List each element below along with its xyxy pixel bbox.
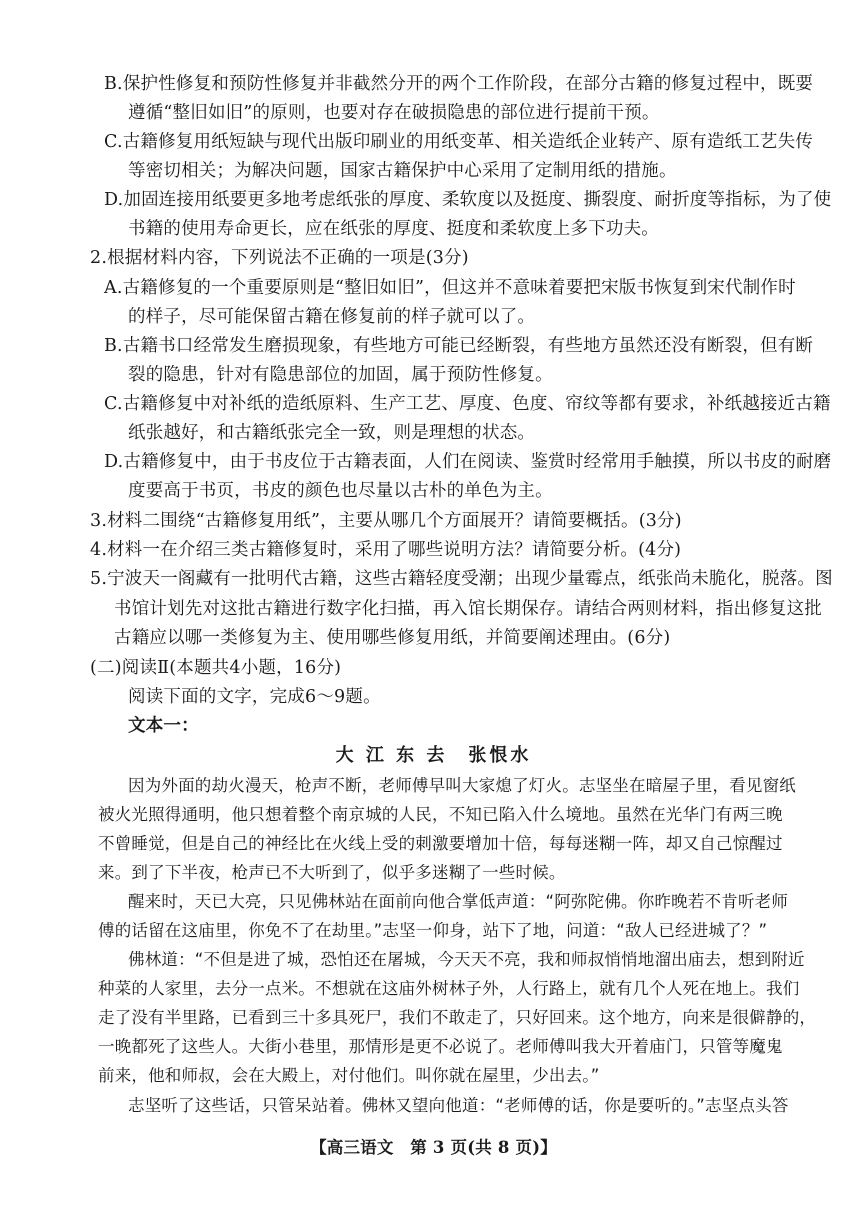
text-label: 文本一： (128, 716, 199, 736)
q1-option-c-line1: C.古籍修复用纸短缺与现代出版印刷业的用纸变革、相关造纸企业转产、原有造纸工艺失传 (104, 132, 814, 152)
q5-line1: 5.宁波天一阁藏有一批明代古籍，这些古籍轻度受潮；出现少量霉点，纸张尚未脆化，脱落。图 (90, 569, 833, 589)
passage-title: 大 江 东 去 张恨水 (335, 745, 532, 766)
q1-option-b-line2: 遵循“整旧如旧”的原则，也要对存在破损隐患的部位进行提前干预。 (128, 103, 660, 123)
q1-option-d-line2: 书籍的使用寿命更长，应在纸张的厚度、挺度和柔软度上多下功夫。 (128, 219, 659, 239)
q2-option-b-line2: 裂的隐患，针对有隐患部位的加固，属于预防性修复。 (128, 365, 553, 385)
q1-option-b-line1: B.保护性修复和预防性修复并非截然分开的两个工作阶段，在部分古籍的修复过程中，既要 (104, 74, 814, 94)
q2-option-a-line2: 的样子，尽可能保留古籍在修复前的样子就可以了。 (128, 307, 536, 327)
passage-line-12: 志坚听了这些话，只管呆站着。佛林又望向他道：“老师傅的话，你是要听的。”志坚点头答 (128, 1096, 789, 1115)
q2-option-a-line1: A.古籍修复的一个重要原则是“整旧如旧”，但这并不意味着要把宋版书恢复到宋代制作时 (104, 278, 796, 298)
passage-line-2: 被火光照得通明，他只想着整个南京城的人民，不知已陷入什么境地。虽然在光华门有两三晚 (98, 805, 783, 824)
passage-line-6: 傅的话留在这庙里，你免不了在劫里。”志坚一仰身，站下了地，问道：“敌人已经进城了？” (98, 921, 768, 940)
q1-option-c-line2: 等密切相关；为解决问题，国家古籍保护中心采用了定制用纸的措施。 (128, 161, 677, 181)
q2-option-d-line2: 度要高于书页，书皮的颜色也尽量以古朴的单色为主。 (128, 481, 553, 501)
q2-stem: 2.根据材料内容，下列说法不正确的一项是(3分) (90, 248, 469, 268)
q4: 4.材料一在介绍三类古籍修复时，采用了哪些说明方法？请简要分析。(4分) (90, 540, 682, 560)
q1-option-d-line1: D.加固连接用纸要更多地考虑纸张的厚度、柔软度以及挺度、撕裂度、耐折度等指标，为了使 (104, 190, 832, 210)
q5-line2: 书馆计划先对这批古籍进行数字化扫描，再入馆长期保存。请结合两则材料，指出修复这批 (114, 599, 822, 619)
q3: 3.材料二围绕“古籍修复用纸”，主要从哪几个方面展开？请简要概括。(3分) (90, 511, 682, 531)
q5-line3: 古籍应以哪一类修复为主、使用哪些修复用纸，并简要阐述理由。(6分) (114, 628, 671, 648)
passage-line-8: 种菜的人家里，去分一点米。不想就在这庙外树林子外，人行路上，就有几个人死在地上。我们 (98, 979, 800, 998)
passage-line-1: 因为外面的劫火漫天，枪声不断，老师傅早叫大家熄了灯火。志坚坐在暗屋子里，看见窗纸 (128, 776, 796, 795)
passage-line-10: 一晚都死了这些人。大街小巷里，那情形是更不必说了。老师傅叫我大开着庙门，只管等魔鬼 (98, 1037, 783, 1056)
passage-line-11: 前来，他和师叔，会在大殿上，对付他们。叫你就在屋里，少出去。” (98, 1066, 600, 1085)
page-footer: 【高三语文 第 3 页(共 8 页)】 (310, 1138, 557, 1157)
passage-line-9: 走了没有半里路，已看到三十多具死尸，我们不敢走了，只好回来。这个地方，向来是很僻静的， (98, 1008, 817, 1027)
section-instruction: 阅读下面的文字，完成6～9题。 (128, 687, 381, 707)
section-heading: (二)阅读Ⅱ(本题共4小题，16分) (90, 658, 342, 678)
q2-option-c-line1: C.古籍修复中对补纸的造纸原料、生产工艺、厚度、色度、帘纹等都有要求，补纸越接近古籍 (104, 394, 831, 414)
passage-line-4: 来。到了下半夜，枪声已不大听到了，似乎多迷糊了一些时候。 (98, 863, 566, 882)
q2-option-b-line1: B.古籍书口经常发生磨损现象，有些地方可能已经断裂，有些地方虽然还没有断裂，但有断 (104, 336, 814, 356)
q2-option-d-line1: D.古籍修复中，由于书皮位于古籍表面，人们在阅读、鉴赏时经常用手触摸，所以书皮的耐磨 (104, 452, 832, 472)
passage-line-5: 醒来时，天已大亮，只见佛林站在面前向他合掌低声道：“阿弥陀佛。你昨晚若不肯听老师 (128, 892, 789, 911)
passage-line-7: 佛林道：“不但是进了城，恐怕还在屠城，今天天不亮，我和师叔悄悄地溜出庙去，想到附近 (128, 950, 805, 969)
passage-line-3: 不曾睡觉，但是自己的神经比在火线上受的刺激要增加十倍，每每迷糊一阵，却又自己惊醒过 (98, 834, 783, 853)
q2-option-c-line2: 纸张越好，和古籍纸张完全一致，则是理想的状态。 (128, 423, 536, 443)
